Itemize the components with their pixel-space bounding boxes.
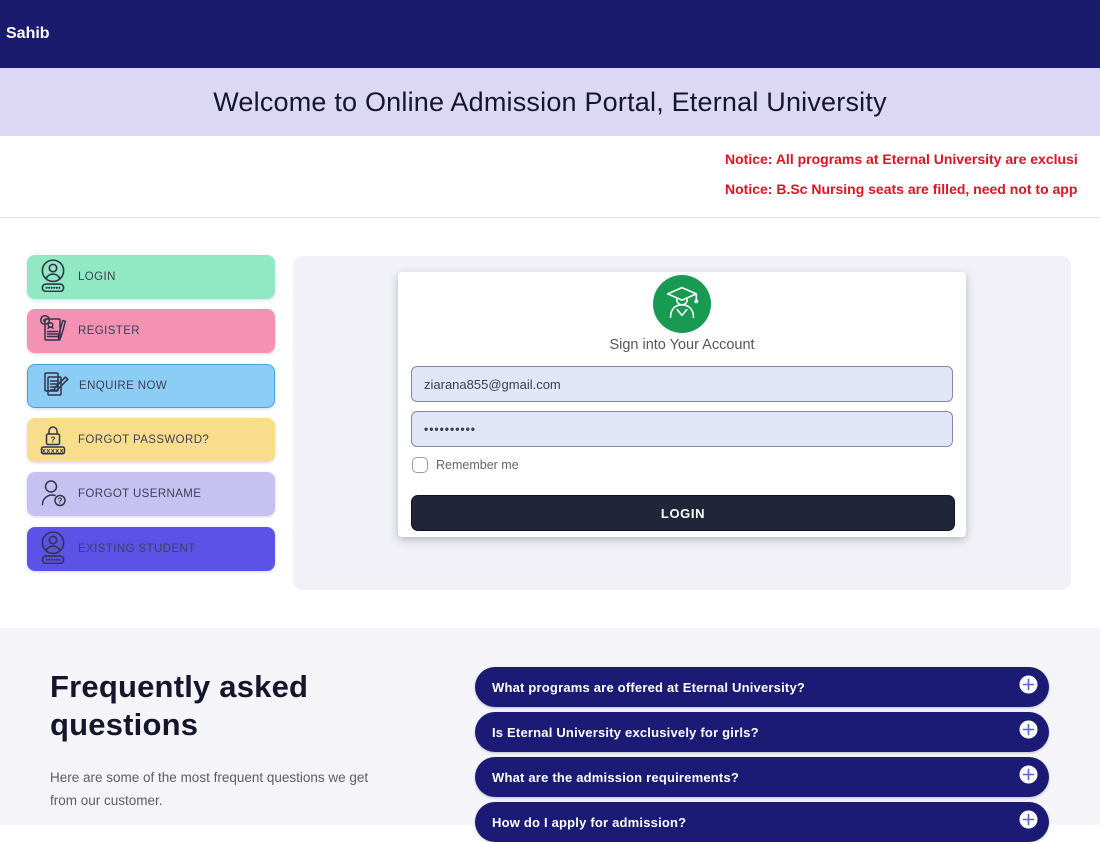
svg-text:?: ? [57,495,63,505]
faq-question: What are the admission requirements? [492,769,740,785]
top-navbar [0,0,1100,68]
sidebar-item-forgot-password[interactable] [27,418,275,462]
faq-question: How do I apply for admission? [492,814,687,830]
faq-subtext: Here are some of the most frequent questions we get from our customer. [50,770,369,808]
email-input[interactable] [411,366,953,402]
remember-me-row [412,457,519,473]
brand-logo[interactable]: Sahib [6,25,50,42]
plus-circle-icon[interactable] [1019,720,1038,744]
notice-line: Notice: All programs at Eternal University are exclusi [725,151,1078,167]
password-input[interactable] [411,411,953,447]
notice-line: Notice: B.Sc Nursing seats are filled, need not to app [725,181,1078,197]
remember-me-label: Remember me [436,458,519,472]
graduate-icon [661,281,703,328]
remember-me-checkbox[interactable] [412,457,428,473]
sidebar-item-register[interactable] [27,309,275,353]
plus-circle-icon[interactable] [1019,765,1038,789]
sidebar-item-label: LOGIN [78,271,116,283]
sidebar-item-label: FORGOT USERNAME [78,488,202,500]
faq-question: Is Eternal University exclusively for girls? [492,724,759,740]
sign-in-heading: Sign into Your Account [609,337,755,353]
avatar [653,275,711,333]
plus-circle-icon[interactable] [1019,675,1038,699]
faq-section [0,628,1100,830]
plus-circle-icon[interactable] [1019,810,1038,834]
user-question-icon [37,475,69,514]
faq-heading: Frequently asked questions [50,669,309,742]
faq-item[interactable] [475,667,1049,707]
register-form-icon [37,312,69,351]
user-password-icon [37,530,69,569]
faq-item[interactable] [475,712,1049,752]
sidebar-item-label: FORGOT PASSWORD? [78,434,210,446]
sidebar-item-forgot-username[interactable] [27,472,275,516]
svg-text:xxxxx: xxxxx [42,447,64,455]
sidebar-item-login[interactable] [27,255,275,299]
faq-item[interactable] [475,757,1049,797]
sidebar-item-existing-student[interactable] [27,527,275,571]
login-card [398,272,966,537]
faq-item[interactable] [475,802,1049,842]
lock-question-icon [37,421,69,460]
sidebar-item-label: ENQUIRE NOW [79,380,168,392]
svg-text:?: ? [50,435,56,444]
notice-strip [0,136,1100,218]
faq-question: What programs are offered at Eternal University? [492,679,806,695]
user-password-icon [37,258,69,297]
documents-pencil-icon [38,367,70,406]
sidebar-item-label: EXISTING STUDENT [78,543,196,555]
sidebar-item-enquire-now[interactable] [27,364,275,408]
page-title: Welcome to Online Admission Portal, Eternal University [213,86,887,117]
sidebar-item-label: REGISTER [78,325,140,337]
welcome-banner [0,68,1100,136]
login-button[interactable]: LOGIN [411,495,955,531]
